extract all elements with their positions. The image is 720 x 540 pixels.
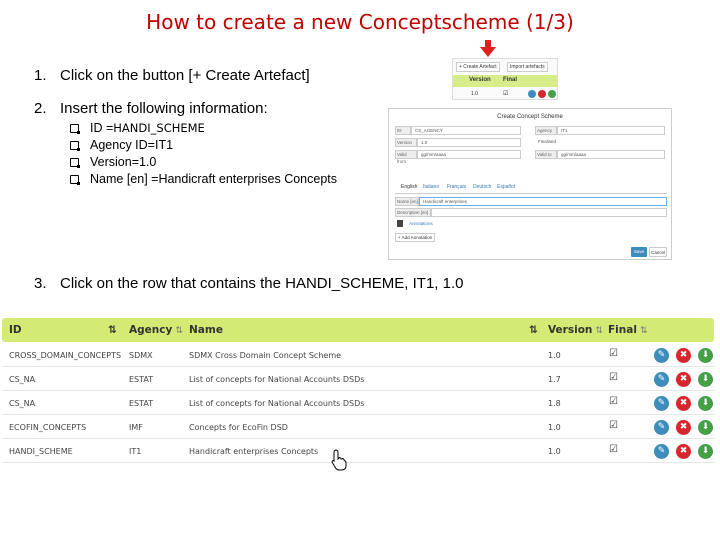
tab-espanol[interactable]: Español [497, 184, 516, 190]
agency-select[interactable]: IT1 [557, 126, 665, 135]
save-button[interactable]: Save [631, 247, 647, 257]
info-item-version: Version= 1.0 [70, 154, 337, 171]
create-concept-scheme-dialog: Create Concept Scheme ID CS_AGENCY Agency IT1 Version 1.0 Finalised Valid from gg/mm/aaaa Valid to gg/mm/aaaa English Italiano Français Deutsch Español Name [en] Handicraft enterprises Description [en] Annotations + Add Annotation Save Cancel [388, 108, 672, 260]
delete-icon[interactable]: ✖ [676, 396, 691, 411]
table-row[interactable]: HANDI_SCHEME IT1 Handicraft enterprises Concepts 1.0 ☑ ✎ ✖ ⬇ [2, 439, 714, 463]
header-final[interactable]: Final ⇅ [608, 324, 648, 336]
step-text: Insert the following information: [60, 100, 268, 117]
edit-icon[interactable]: ✎ [654, 420, 669, 435]
checkbox-bullet-icon [70, 158, 79, 167]
name-field[interactable]: Handicraft enterprises [419, 197, 667, 206]
step-number: 2. [34, 100, 47, 117]
sort-icon: ⇅ [639, 326, 648, 336]
table-header [2, 318, 714, 342]
sort-icon[interactable]: ⇅ [529, 324, 538, 336]
sort-icon: ⇅ [175, 326, 183, 336]
step-1 [34, 67, 310, 84]
check-icon: ☑ [609, 444, 618, 455]
header-version[interactable]: Version ⇅ [548, 324, 603, 336]
mini-table-row[interactable]: 1.0 ☑ [453, 90, 557, 99]
delete-icon[interactable]: ✖ [676, 372, 691, 387]
mini-table-header: Version Final [453, 75, 557, 87]
edit-icon[interactable] [528, 90, 536, 98]
hand-cursor-icon [331, 449, 347, 471]
valid-from-field[interactable]: gg/mm/aaaa [417, 150, 521, 159]
delete-icon[interactable] [538, 90, 546, 98]
edit-icon[interactable]: ✎ [654, 396, 669, 411]
checkbox-bullet-icon [70, 141, 79, 150]
table-row[interactable]: ECOFIN_CONCEPTS IMF Concepts for EcoFin DSD 1.0 ☑ ✎ ✖ ⬇ [2, 415, 714, 439]
info-item-name: Name [en] = Handicraft enterprises Concepts [70, 171, 337, 188]
edit-icon[interactable]: ✎ [654, 444, 669, 459]
checkbox-bullet-icon [70, 124, 79, 133]
language-tabs [395, 182, 667, 194]
annotation-icon [397, 220, 403, 227]
sort-icon: ⇅ [595, 326, 603, 336]
description-field[interactable] [431, 208, 667, 217]
table-row[interactable]: CROSS_DOMAIN_CONCEPTS SDMX SDMX Cross Domain Concept Scheme 1.0 ☑ ✎ ✖ ⬇ [2, 343, 714, 367]
tab-francais[interactable]: Français [447, 184, 467, 190]
info-item-agency: Agency ID= IT1 [70, 137, 337, 154]
valid-to-field[interactable]: gg/mm/aaaa [557, 150, 665, 159]
id-field[interactable]: CS_AGENCY [411, 126, 521, 135]
download-icon[interactable]: ⬇ [698, 420, 713, 435]
check-icon: ☑ [609, 372, 618, 383]
dialog-title: Create Concept Scheme [497, 114, 563, 120]
download-icon[interactable]: ⬇ [698, 372, 713, 387]
step-2 [34, 100, 268, 117]
info-item-id: ID = HANDI_SCHEME [70, 120, 337, 137]
table-row[interactable]: CS_NA ESTAT List of concepts for National Accounts DSDs 1.7 ☑ ✎ ✖ ⬇ [2, 367, 714, 391]
edit-icon[interactable]: ✎ [654, 372, 669, 387]
step-3 [34, 275, 464, 292]
header-agency[interactable]: Agency ⇅ [129, 324, 183, 336]
tab-deutsch[interactable]: Deutsch [473, 184, 492, 190]
download-icon[interactable]: ⬇ [698, 396, 713, 411]
download-icon[interactable]: ⬇ [698, 348, 713, 363]
check-icon: ☑ [503, 91, 509, 97]
cancel-button[interactable]: Cancel [649, 247, 667, 257]
sort-icon[interactable]: ⇅ [108, 324, 117, 336]
red-arrow-head-icon [480, 47, 496, 57]
edit-icon[interactable]: ✎ [654, 348, 669, 363]
delete-icon[interactable]: ✖ [676, 420, 691, 435]
step-number: 1. [34, 67, 47, 84]
annotations-label: Annotations [409, 221, 433, 226]
step-text: Click on the button [+ Create Artefact] [60, 67, 310, 84]
add-annotation-button[interactable]: + Add Annotation [395, 233, 435, 242]
final-checkbox[interactable]: Finalised [535, 138, 665, 147]
tab-english[interactable]: English [401, 184, 418, 190]
slide-title: How to create a new Conceptscheme (1/3) [146, 10, 574, 34]
download-icon[interactable] [548, 90, 556, 98]
check-icon: ☑ [609, 420, 618, 431]
delete-icon[interactable]: ✖ [676, 348, 691, 363]
step-number: 3. [34, 275, 47, 292]
header-name[interactable]: Name [189, 324, 223, 336]
delete-icon[interactable]: ✖ [676, 444, 691, 459]
create-artefact-button[interactable]: + Create Artefact [456, 62, 500, 72]
table-row[interactable]: CS_NA ESTAT List of concepts for National Accounts DSDs 1.8 ☑ ✎ ✖ ⬇ [2, 391, 714, 415]
download-icon[interactable]: ⬇ [698, 444, 713, 459]
toolbar-screenshot [452, 58, 558, 100]
tab-italiano[interactable]: Italiano [423, 184, 440, 190]
checkbox-bullet-icon [70, 175, 79, 184]
header-id[interactable]: ID [9, 324, 22, 336]
version-field[interactable]: 1.0 [417, 138, 521, 147]
step-text: Click on the row that contains the HANDI_SCHEME, IT1, 1.0 [60, 275, 464, 292]
import-artefacts-button[interactable]: Import artefacts [507, 62, 548, 72]
check-icon: ☑ [609, 396, 618, 407]
info-list [70, 120, 337, 188]
check-icon: ☑ [609, 348, 618, 359]
